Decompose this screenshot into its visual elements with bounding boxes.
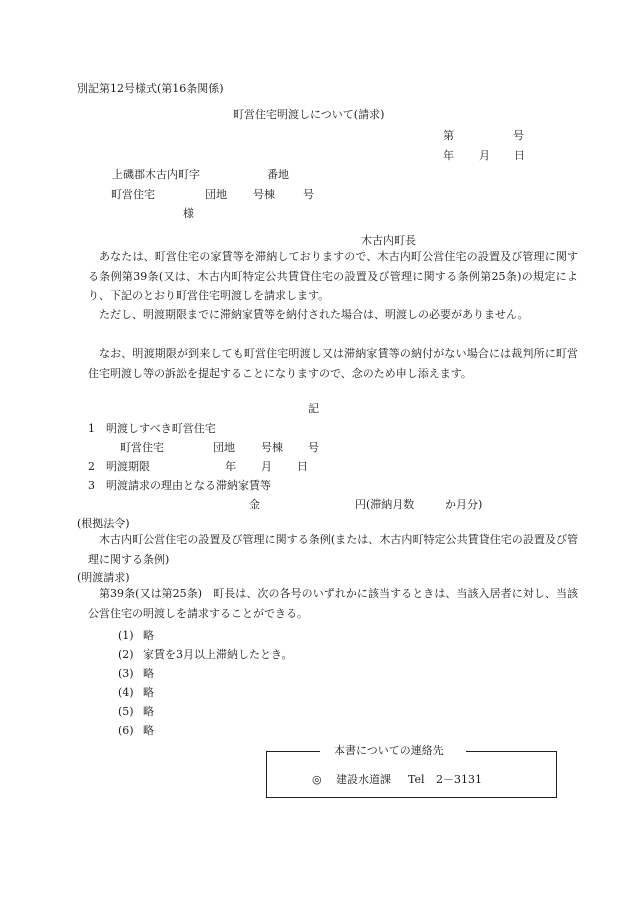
sender: 木古内町長 — [361, 234, 416, 247]
body-paragraph-3: なお、明渡期限が到来しても町営住宅明渡し又は滞納家賃等の納付がない場合には裁判所に町営住宅明渡し等の訴訟を提起することになりますので、念のため申し添えます。 — [88, 347, 578, 380]
body-paragraph-2: ただし、明渡期限までに滞納家賃等を納付された場合は、明渡しの必要がありません。 — [99, 308, 529, 321]
doc-number-dai: 第 — [443, 129, 454, 142]
contact-line-left — [266, 751, 320, 752]
recipient-address-suffix: 番地 — [267, 168, 289, 181]
subitem-4-num: (4) — [118, 686, 134, 699]
doc-date-month: 月 — [479, 149, 490, 162]
legal-basis-text: 木古内町公営住宅の設置及び管理に関する条例(または、木古内町特定公共賃貸住宅の設置及び管理に関する条例) — [88, 533, 578, 566]
item-2-label: 2 明渡期限 — [88, 460, 150, 473]
subitem-1-num: (1) — [118, 629, 134, 642]
document-title: 町営住宅明渡しについて(請求) — [233, 108, 385, 121]
item-2-year: 年 — [225, 460, 236, 473]
item-3-months: か月分) — [445, 498, 483, 511]
contact-tel-number: 2－3131 — [436, 773, 482, 786]
contact-tel-label: Tel — [408, 773, 425, 786]
item-3-yen: 円(滞納月数 — [355, 498, 415, 511]
item-1-housing: 町営住宅 — [120, 441, 164, 454]
subitem-3-text: 略 — [143, 667, 154, 680]
item-1-gotou: 号棟 — [261, 441, 283, 454]
demand-heading: (明渡請求) — [77, 571, 130, 584]
subitem-3-num: (3) — [118, 667, 134, 680]
item-2-day: 日 — [297, 460, 308, 473]
body-paragraph-1: あなたは、町営住宅の家賃等を滞納しておりますので、木古内町公営住宅の設置及び管理に関する条例第39条(又は、木古内町特定公共賃貸住宅の設置及び管理に関する条例第25条)の規定により、下記のとおり町営住宅明渡しを請求します。 — [88, 250, 578, 302]
subitem-6-text: 略 — [143, 724, 154, 737]
subitem-6-num: (6) — [118, 724, 134, 737]
contact-line-right — [466, 751, 556, 752]
contact-mark-icon: ◎ — [312, 773, 322, 786]
subitem-2-text: 家賃を3月以上滞納したとき。 — [143, 648, 293, 661]
legal-basis-heading: (根拠法令) — [77, 517, 130, 530]
recipient-danchi: 団地 — [205, 188, 227, 201]
subitem-1-text: 略 — [143, 629, 154, 642]
demand-text: 第39条(又は第25条) 町長は、次の各号のいずれかに該当するときは、当該入居者に対し、当該公営住宅の明渡しを請求することができる。 — [88, 587, 578, 620]
recipient-housing: 町営住宅 — [111, 188, 155, 201]
item-2-month: 月 — [261, 460, 272, 473]
doc-date-day: 日 — [514, 149, 525, 162]
doc-number-go: 号 — [513, 129, 524, 142]
contact-dept: 建設水道課 — [336, 773, 391, 786]
form-label: 別記第12号様式(第16条関係) — [77, 82, 224, 95]
item-1-go: 号 — [308, 441, 319, 454]
ki-heading: 記 — [308, 402, 319, 415]
item-1-danchi: 団地 — [213, 441, 235, 454]
item-3-kin: 金 — [249, 498, 260, 511]
doc-date-year: 年 — [443, 149, 454, 162]
item-3-label: 3 明渡請求の理由となる滞納家賃等 — [88, 479, 271, 492]
recipient-go: 号 — [303, 188, 314, 201]
contact-title: 本書についての連絡先 — [334, 744, 444, 757]
subitem-5-num: (5) — [118, 705, 134, 718]
recipient-sama: 様 — [183, 207, 194, 220]
item-1-label: 1 明渡しすべき町営住宅 — [88, 422, 216, 435]
subitem-2-num: (2) — [118, 648, 134, 661]
subitem-5-text: 略 — [143, 705, 154, 718]
subitem-4-text: 略 — [143, 686, 154, 699]
recipient-address-prefix: 上磯郡木古内町字 — [112, 168, 200, 181]
recipient-gotou: 号棟 — [253, 188, 275, 201]
